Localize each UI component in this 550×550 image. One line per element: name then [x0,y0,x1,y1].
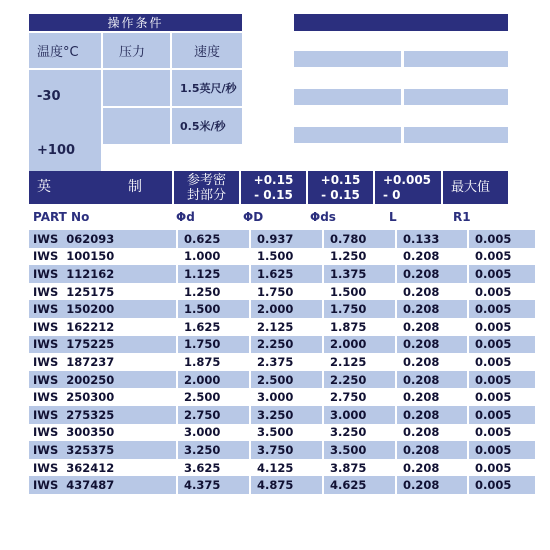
table-cell: 1.000 [177,248,250,266]
table-cell: 1.125 [177,265,250,283]
table-row [29,283,535,301]
table-cell: 0.937 [250,230,323,248]
table-cell: IWS 162212 [29,318,177,336]
blank-row-2a [294,89,401,105]
table-header-tol-L: +0.005 - 0 [375,171,441,204]
table-cell: IWS 325375 [29,441,177,459]
table-row [29,459,535,477]
table-cell: 2.125 [250,318,323,336]
table-cell: 0.005 [468,406,535,424]
table-cell: 0.005 [468,265,535,283]
table-cell: 2.000 [323,336,396,354]
table-cell: IWS 112162 [29,265,177,283]
blank-row-2b [404,89,508,105]
conditions-title: 操作条件 [107,16,164,30]
table-cell: 0.208 [396,441,468,459]
table-cell: 2.750 [177,406,250,424]
table-header-tol-D: +0.15 - 0.15 [241,171,306,204]
table-row [29,265,535,283]
table-row [29,406,535,424]
table-row [29,300,535,318]
table-cell: IWS 250300 [29,388,177,406]
table-cell: IWS 200250 [29,371,177,389]
table-cell: 1.875 [177,353,250,371]
table-cell: 0.005 [468,424,535,442]
table-row [29,424,535,442]
table-cell: 3.250 [323,424,396,442]
table-cell: 3.000 [177,424,250,442]
subheader-part-no: PART No [33,210,90,224]
table-header-imperial: 英 制 [29,171,172,204]
table-cell: 2.375 [250,353,323,371]
cond-temp-low: -30 +100 [29,70,101,177]
table-row [29,371,535,389]
table-cell: 1.500 [323,283,396,301]
table-cell: 0.005 [468,353,535,371]
table-header-max: 最大值 [443,171,508,204]
table-cell: 0.208 [396,318,468,336]
table-cell: 2.500 [250,371,323,389]
cond-header-pressure: 压力 [103,33,170,68]
table-cell: 0.005 [468,476,535,494]
table-cell: IWS 362412 [29,459,177,477]
table-cell: 1.750 [177,336,250,354]
subheader-R1: R1 [453,210,471,224]
table-cell: 0.005 [468,371,535,389]
table-cell: 0.005 [468,283,535,301]
cond-speed-high: 0.5米/秒 [172,108,242,144]
blank-row-1a [294,51,401,67]
table-cell: IWS 100150 [29,248,177,266]
table-cell: 1.375 [323,265,396,283]
table-cell: 3.875 [323,459,396,477]
table-cell: IWS 175225 [29,336,177,354]
table-row [29,318,535,336]
table-cell: 0.005 [468,441,535,459]
conditions-title-bar [29,14,242,31]
table-cell: 4.625 [323,476,396,494]
table-cell: 0.005 [468,318,535,336]
blank-row-1b [404,51,508,67]
table-cell: 0.005 [468,300,535,318]
table-row [29,388,535,406]
table-cell: 1.625 [250,265,323,283]
cond-header-speed: 速度 [172,33,242,68]
table-cell: IWS 125175 [29,283,177,301]
table-cell: 0.208 [396,353,468,371]
table-cell: 1.750 [250,283,323,301]
table-cell: 0.005 [468,230,535,248]
table-cell: 1.750 [323,300,396,318]
table-cell: 0.005 [468,459,535,477]
table-cell: 0.208 [396,459,468,477]
table-cell: 4.875 [250,476,323,494]
table-cell: 3.625 [177,459,250,477]
table-cell: 3.000 [250,388,323,406]
table-cell: 2.500 [177,388,250,406]
table-cell: 1.500 [250,248,323,266]
table-cell: 0.208 [396,283,468,301]
table-header-tol-ds: +0.15 - 0.15 [308,171,373,204]
table-cell: 1.500 [177,300,250,318]
subheader-D: ΦD [243,210,264,224]
table-cell: 1.250 [177,283,250,301]
subheader-d: Φd [176,210,195,224]
table-cell: 0.208 [396,388,468,406]
table-cell: 3.750 [250,441,323,459]
table-cell: IWS 300350 [29,424,177,442]
table-cell: 1.625 [177,318,250,336]
table-row [29,230,535,248]
table-cell: IWS 150200 [29,300,177,318]
cond-header-temp: 温度°C [29,33,101,68]
table-cell: 3.250 [250,406,323,424]
table-cell: 2.750 [323,388,396,406]
blank-row-3b [404,127,508,143]
table-header-ref-seal: 参考密 封部分 [174,171,239,204]
table-cell: 3.500 [323,441,396,459]
cond-temp-high: +100 [37,142,76,158]
table-row [29,353,535,371]
table-cell: 2.250 [323,371,396,389]
table-cell: 1.250 [323,248,396,266]
table-cell: 0.133 [396,230,468,248]
table-cell: 0.005 [468,336,535,354]
table-cell: 0.208 [396,406,468,424]
blank-header-bar [294,14,508,31]
table-cell: 4.125 [250,459,323,477]
table-cell: 4.375 [177,476,250,494]
table-row [29,336,535,354]
table-cell: 0.005 [468,248,535,266]
table-cell: IWS 062093 [29,230,177,248]
table-row [29,248,535,266]
table-cell: 2.125 [323,353,396,371]
table-cell: 0.005 [468,388,535,406]
cond-pressure-high [103,108,170,144]
table-cell: 3.500 [250,424,323,442]
table-cell: IWS 187237 [29,353,177,371]
table-cell: 0.208 [396,371,468,389]
cond-speed-low: 1.5英尺/秒 [172,70,242,106]
table-cell: IWS 275325 [29,406,177,424]
table-cell: 0.780 [323,230,396,248]
table-cell: 3.250 [177,441,250,459]
table-cell: 0.208 [396,300,468,318]
blank-row-3a [294,127,401,143]
table-cell: 2.000 [250,300,323,318]
subheader-ds: Φds [310,210,336,224]
table-row [29,441,535,459]
table-cell: 3.000 [323,406,396,424]
cond-pressure-low [103,70,170,106]
subheader-L: L [389,210,397,224]
dimension-table [29,230,535,494]
table-cell: 2.250 [250,336,323,354]
table-cell: 0.625 [177,230,250,248]
table-cell: 0.208 [396,336,468,354]
table-cell: 2.000 [177,371,250,389]
table-cell: 0.208 [396,265,468,283]
table-cell: 0.208 [396,476,468,494]
table-cell: 0.208 [396,248,468,266]
table-cell: 1.875 [323,318,396,336]
table-cell: IWS 437487 [29,476,177,494]
table-cell: 0.208 [396,424,468,442]
table-row [29,476,535,494]
